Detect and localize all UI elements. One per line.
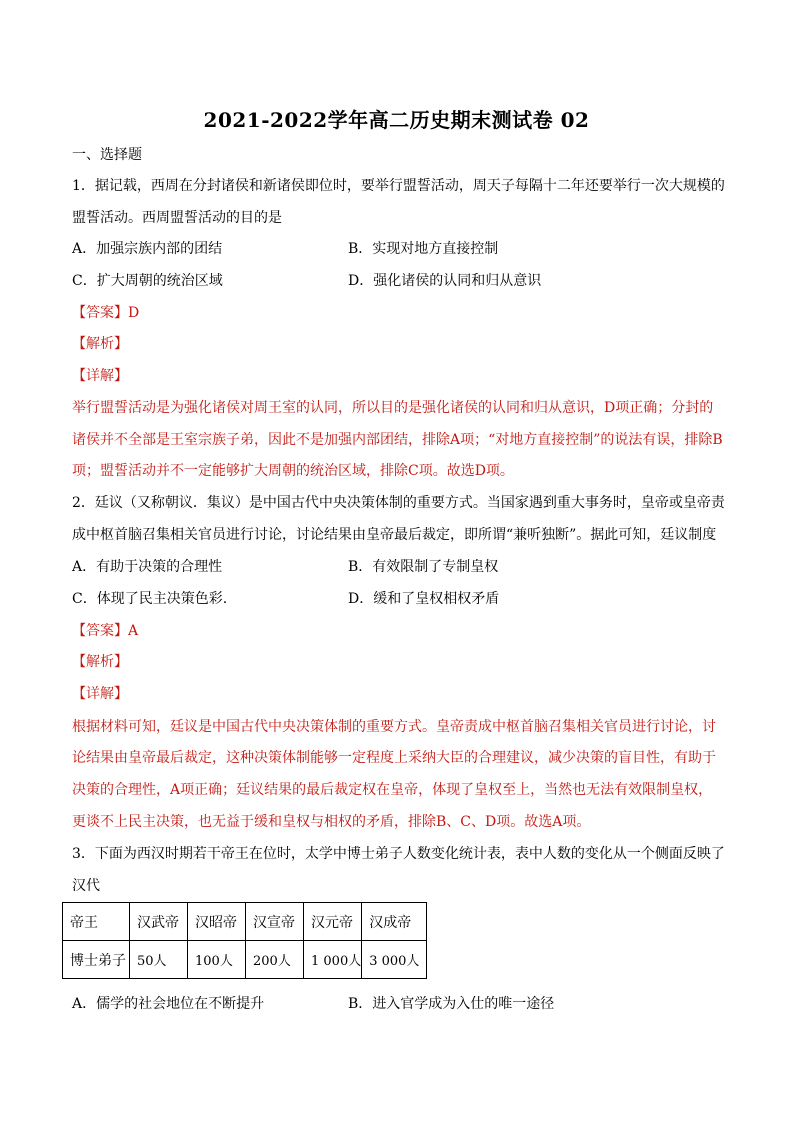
table-cell: 汉武帝 bbox=[130, 903, 188, 941]
q1-explanation-line2: 诸侯并不全部是王室宗族子弟，因此不是加强内部团结，排除A项；“对地方直接控制”的说法有误，排除B bbox=[72, 432, 723, 448]
q2-option-b: B．有效限制了专制皇权 bbox=[348, 559, 499, 575]
table-cell: 帝王 bbox=[63, 903, 130, 941]
q3-option-b: B．进入官学成为入仕的唯一途径 bbox=[348, 996, 555, 1012]
table-cell: 100人 bbox=[188, 941, 246, 979]
q2-detail-label: 【详解】 bbox=[72, 686, 128, 702]
q3-stem-line1: 3．下面为西汉时期若干帝王在位时，太学中博士弟子人数变化统计表，表中人数的变化从一个侧面反映了 bbox=[72, 846, 725, 862]
q1-option-a: A．加强宗族内部的团结 bbox=[72, 241, 223, 257]
table-cell: 50人 bbox=[130, 941, 188, 979]
q1-explanation-line1: 举行盟誓活动是为强化诸侯对周王室的认同，所以目的是强化诸侯的认同和归从意识，D项正确；分封的 bbox=[72, 400, 714, 416]
q1-stem-line1: 1．据记载，西周在分封诸侯和新诸侯即位时，要举行盟誓活动，周天子每隔十二年还要举行一次大规模的 bbox=[72, 178, 725, 194]
table-cell: 汉宣帝 bbox=[246, 903, 304, 941]
q2-explanation-line4: 更谈不上民主决策，也无益于缓和皇权与相权的矛盾，排除B、C、D项。故选A项。 bbox=[72, 814, 591, 830]
q2-explanation-line2: 论结果由皇帝最后裁定，这种决策体制能够一定程度上采纳大臣的合理建议，减少决策的盲目性，有助于 bbox=[72, 750, 716, 766]
table-cell: 1 000人 bbox=[304, 941, 362, 979]
table-cell: 汉成帝 bbox=[362, 903, 427, 941]
q1-analysis-label: 【解析】 bbox=[72, 336, 128, 352]
q2-answer: 【答案】A bbox=[72, 623, 139, 639]
q2-explanation-line3: 决策的合理性，A项正确；廷议结果的最后裁定权在皇帝，体现了皇权至上，当然也无法有效限制皇权， bbox=[72, 782, 713, 798]
table-cell: 汉昭帝 bbox=[188, 903, 246, 941]
table-header-row bbox=[63, 903, 427, 941]
page-title: 2021-2022学年高二历史期末测试卷 02 bbox=[203, 108, 590, 132]
q2-analysis-label: 【解析】 bbox=[72, 654, 128, 670]
table-cell: 3 000人 bbox=[362, 941, 427, 979]
q3-option-a: A．儒学的社会地位在不断提升 bbox=[72, 996, 265, 1012]
q2-explanation-line1: 根据材料可知，廷议是中国古代中央决策体制的重要方式。皇帝责成中枢首脑召集相关官员进行讨论，讨 bbox=[72, 719, 716, 735]
q1-option-b: B．实现对地方直接控制 bbox=[348, 241, 499, 257]
q2-stem-line2: 成中枢首脑召集相关官员进行讨论，讨论结果由皇帝最后裁定，即所谓“兼听独断”。据此可知，廷议制度 bbox=[72, 527, 717, 543]
q1-detail-label: 【详解】 bbox=[72, 368, 128, 384]
q2-option-d: D．缓和了皇权相权矛盾 bbox=[348, 591, 500, 607]
table-cell: 汉元帝 bbox=[304, 903, 362, 941]
section-heading: 一、选择题 bbox=[72, 147, 142, 163]
table-row bbox=[63, 941, 427, 979]
q2-stem-line1: 2．廷议（又称朝议．集议）是中国古代中央决策体制的重要方式。当国家遇到重大事务时，皇帝或皇帝责 bbox=[72, 495, 725, 511]
q1-explanation-line3: 项；盟誓活动并不一定能够扩大周朝的统治区域，排除C项。故选D项。 bbox=[72, 463, 514, 479]
q2-option-c: C．体现了民主决策色彩. bbox=[72, 591, 228, 607]
students-table bbox=[62, 902, 427, 979]
table-cell: 博士弟子 bbox=[63, 941, 130, 979]
q3-stem-line2: 汉代 bbox=[72, 878, 100, 894]
q2-option-a: A．有助于决策的合理性 bbox=[72, 559, 223, 575]
q1-option-d: D．强化诸侯的认同和归从意识 bbox=[348, 273, 542, 289]
table-cell: 200人 bbox=[246, 941, 304, 979]
q1-stem-line2: 盟誓活动。西周盟誓活动的目的是 bbox=[72, 210, 282, 226]
q1-answer: 【答案】D bbox=[72, 305, 140, 321]
q1-option-c: C．扩大周朝的统治区域 bbox=[72, 273, 223, 289]
